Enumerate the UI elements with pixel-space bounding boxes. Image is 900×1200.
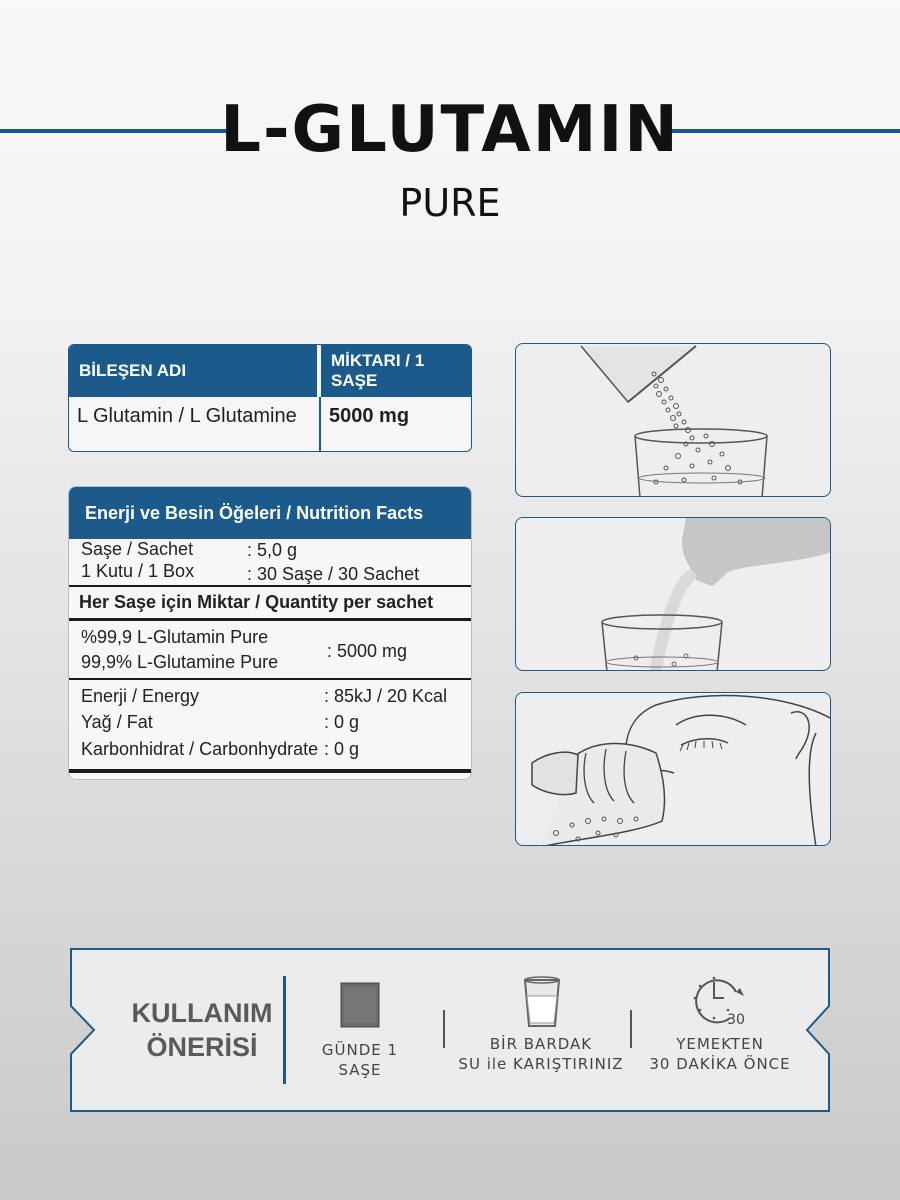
step-pour-powder-illustration <box>515 343 831 497</box>
usage-step3-line1: YEMEKTEN <box>676 1035 764 1053</box>
usage-step2-caption <box>455 1034 627 1074</box>
usage-step2-line2: SU ile KARIŞTIRINIZ <box>458 1055 624 1073</box>
usage-label-line1: KULLANIM <box>131 998 273 1028</box>
ingredient-name: L Glutamin / L Glutamine <box>77 405 297 427</box>
usage-step2-line1: BİR BARDAK <box>489 1035 593 1053</box>
step-drinking-illustration <box>515 692 831 846</box>
drinking-person-icon <box>516 693 831 846</box>
divider <box>69 769 472 773</box>
box-value: : 30 Saşe / 30 Sachet <box>247 564 420 584</box>
usage-step1-line1: GÜNDE 1 <box>321 1041 399 1059</box>
product-subtitle: PURE <box>399 181 501 225</box>
nutrition-facts-table <box>68 486 472 780</box>
clock-30-icon <box>692 974 748 1030</box>
box-label: 1 Kutu / 1 Box <box>81 561 195 581</box>
usage-divider <box>283 976 286 1084</box>
pour-powder-icon <box>516 344 831 497</box>
fat-label: Yağ / Fat <box>81 712 153 732</box>
usage-separator <box>630 1010 632 1048</box>
usage-step3-line2: 30 DAKİKA ÖNCE <box>649 1055 791 1073</box>
carb-label: Karbonhidrat / Carbonhydrate <box>81 739 319 759</box>
divider <box>69 678 472 680</box>
carb-value: : 0 g <box>324 739 360 759</box>
usage-step1-caption <box>310 1040 410 1080</box>
usage-step3-caption <box>640 1034 800 1074</box>
ingredient-amount-header: MİKTARI / 1 SAŞE <box>321 345 472 397</box>
sachet-label: Saşe / Sachet <box>81 539 194 559</box>
divider <box>69 618 472 621</box>
step-pour-water-illustration <box>515 517 831 671</box>
energy-value: : 85kJ / 20 Kcal <box>324 686 448 706</box>
clock-number: 30 <box>727 1012 745 1028</box>
ingredient-amount: 5000 mg <box>329 405 410 427</box>
per-sachet-header: Her Saşe için Miktar / Quantity per sachet <box>79 592 434 612</box>
ingredient-name-header: BİLEŞEN ADI <box>69 345 317 397</box>
usage-label <box>122 996 282 1064</box>
fat-value: : 0 g <box>324 712 360 732</box>
glass-of-water-icon <box>523 976 561 1028</box>
usage-separator <box>443 1010 445 1048</box>
ingredient-table <box>68 344 472 452</box>
glutamin-value: : 5000 mg <box>327 641 408 661</box>
usage-label-line2: ÖNERİSİ <box>146 1032 258 1062</box>
energy-label: Enerji / Energy <box>81 686 200 706</box>
table-divider <box>319 397 321 452</box>
product-title: L-GLUTAMIN <box>220 93 680 167</box>
nutrition-header: Enerji ve Besin Öğeleri / Nutrition Facts <box>69 487 472 539</box>
usage-recommendation-panel <box>70 948 830 1112</box>
sachet-value: : 5,0 g <box>247 540 298 560</box>
sachet-icon <box>340 982 380 1028</box>
pour-water-icon <box>516 518 831 671</box>
glutamin-label-en: 99,9% L-Glutamine Pure <box>81 652 279 672</box>
glutamin-label-tr: %99,9 L-Glutamin Pure <box>81 627 269 647</box>
usage-step1-line2: SAŞE <box>338 1061 382 1079</box>
divider <box>69 585 472 587</box>
